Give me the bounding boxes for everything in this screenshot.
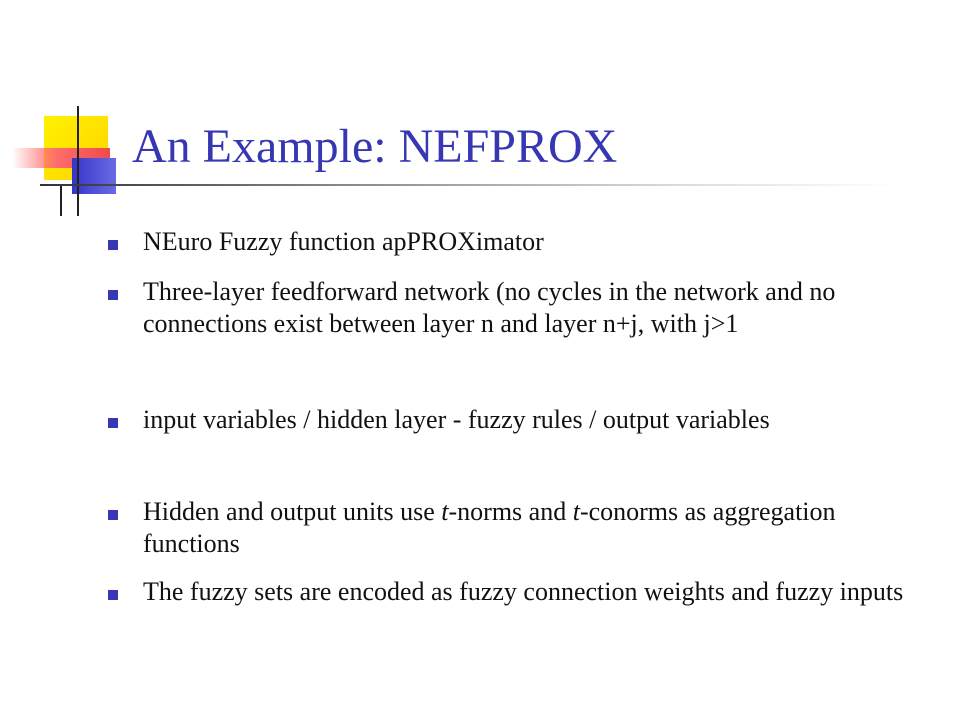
bullet-text: input variables / hidden layer - fuzzy rules / output variables (143, 405, 770, 434)
decor-vertical-line-short (60, 186, 62, 216)
bullet-text: The fuzzy sets are encoded as fuzzy connection weights and fuzzy inputs (143, 577, 904, 606)
italic-t: t (572, 497, 580, 526)
bullet-text: NEuro Fuzzy function apPROXimator (143, 227, 544, 256)
bullet-text-part: -norms and (448, 497, 573, 526)
bullet-marker (108, 510, 118, 520)
bullet-marker (108, 240, 118, 250)
slide-title: An Example: NEFPROX (132, 120, 618, 173)
bullet-text-part: Hidden and output units use (143, 497, 442, 526)
bullet-text (143, 496, 908, 560)
bullet-marker (108, 590, 118, 600)
bullet-text: Three-layer feedforward network (no cycles in the network and no connections exist between layer n and layer n+j, with j>1 (143, 277, 836, 338)
bullet-marker (108, 290, 118, 300)
bullet-text-part: -conorms as aggregation functions (143, 497, 836, 558)
decor-vertical-line (77, 106, 79, 216)
title-underline (40, 184, 900, 186)
bullet-marker (108, 418, 118, 428)
italic-t: t (441, 497, 449, 526)
